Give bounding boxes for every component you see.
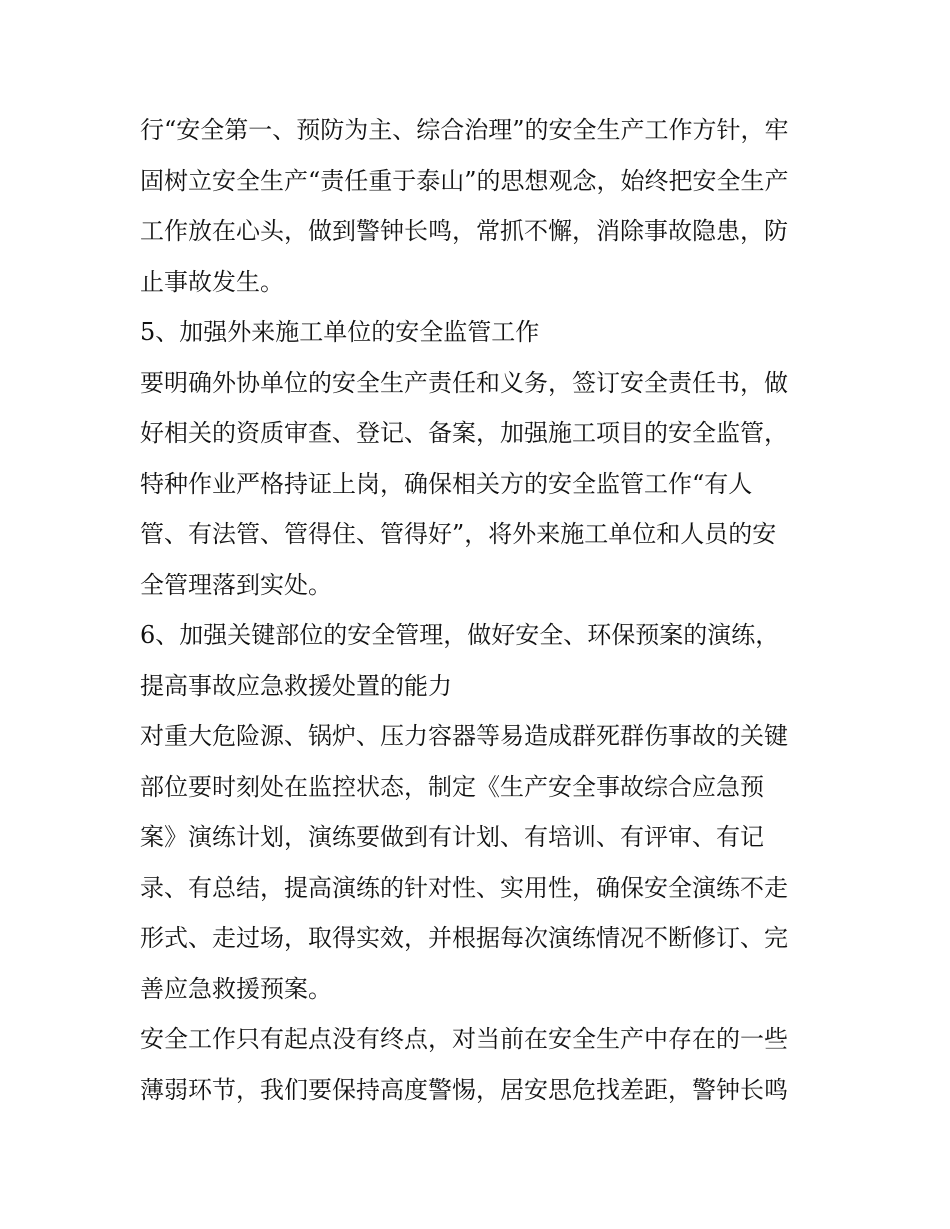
section-heading: 提高事故应急救援处置的能力 — [140, 672, 452, 700]
text-line: 部位要时刻处在监控状态，制定《生产安全事故综合应急预 — [140, 773, 764, 801]
text-line: 薄弱环节，我们要保持高度警惕，居安思危找差距，警钟长鸣 — [140, 1076, 788, 1104]
text-line: 止事故发生。 — [140, 268, 284, 296]
section-heading: 6、加强关键部位的安全管理，做好安全、环保预案的演练， — [140, 621, 780, 649]
text-line: 特种作业严格持证上岗，确保相关方的安全监管工作“有人 — [140, 470, 753, 498]
text-line: 要明确外协单位的安全生产责任和义务，签订安全责任书，做 — [140, 369, 788, 397]
text-line: 善应急救援预案。 — [140, 975, 332, 1003]
text-line: 案》演练计划，演练要做到有计划、有培训、有评审、有记 — [140, 823, 764, 851]
text-line: 管、有法管、管得住、管得好”，将外来施工单位和人员的安 — [140, 520, 777, 548]
text-line: 好相关的资质审查、登记、备案，加强施工项目的安全监管， — [140, 419, 788, 447]
text-line: 录、有总结，提高演练的针对性、实用性，确保安全演练不走 — [140, 874, 788, 902]
text-line: 工作放在心头，做到警钟长鸣，常抓不懈，消除事故隐患，防 — [140, 217, 788, 245]
text-line: 固树立安全生产“责任重于泰山”的思想观念，始终把安全生产 — [140, 167, 789, 195]
text-line: 安全工作只有起点没有终点，对当前在安全生产中存在的一些 — [140, 1025, 788, 1053]
text-line: 行“安全第一、预防为主、综合治理”的安全生产工作方针，牢 — [140, 116, 789, 144]
text-line: 形式、走过场，取得实效，并根据每次演练情况不断修订、完 — [140, 924, 788, 952]
text-line: 对重大危险源、锅炉、压力容器等易造成群死群伤事故的关键 — [140, 722, 788, 750]
text-line: 全管理落到实处。 — [140, 571, 332, 599]
section-heading: 5、加强外来施工单位的安全监管工作 — [140, 318, 540, 346]
